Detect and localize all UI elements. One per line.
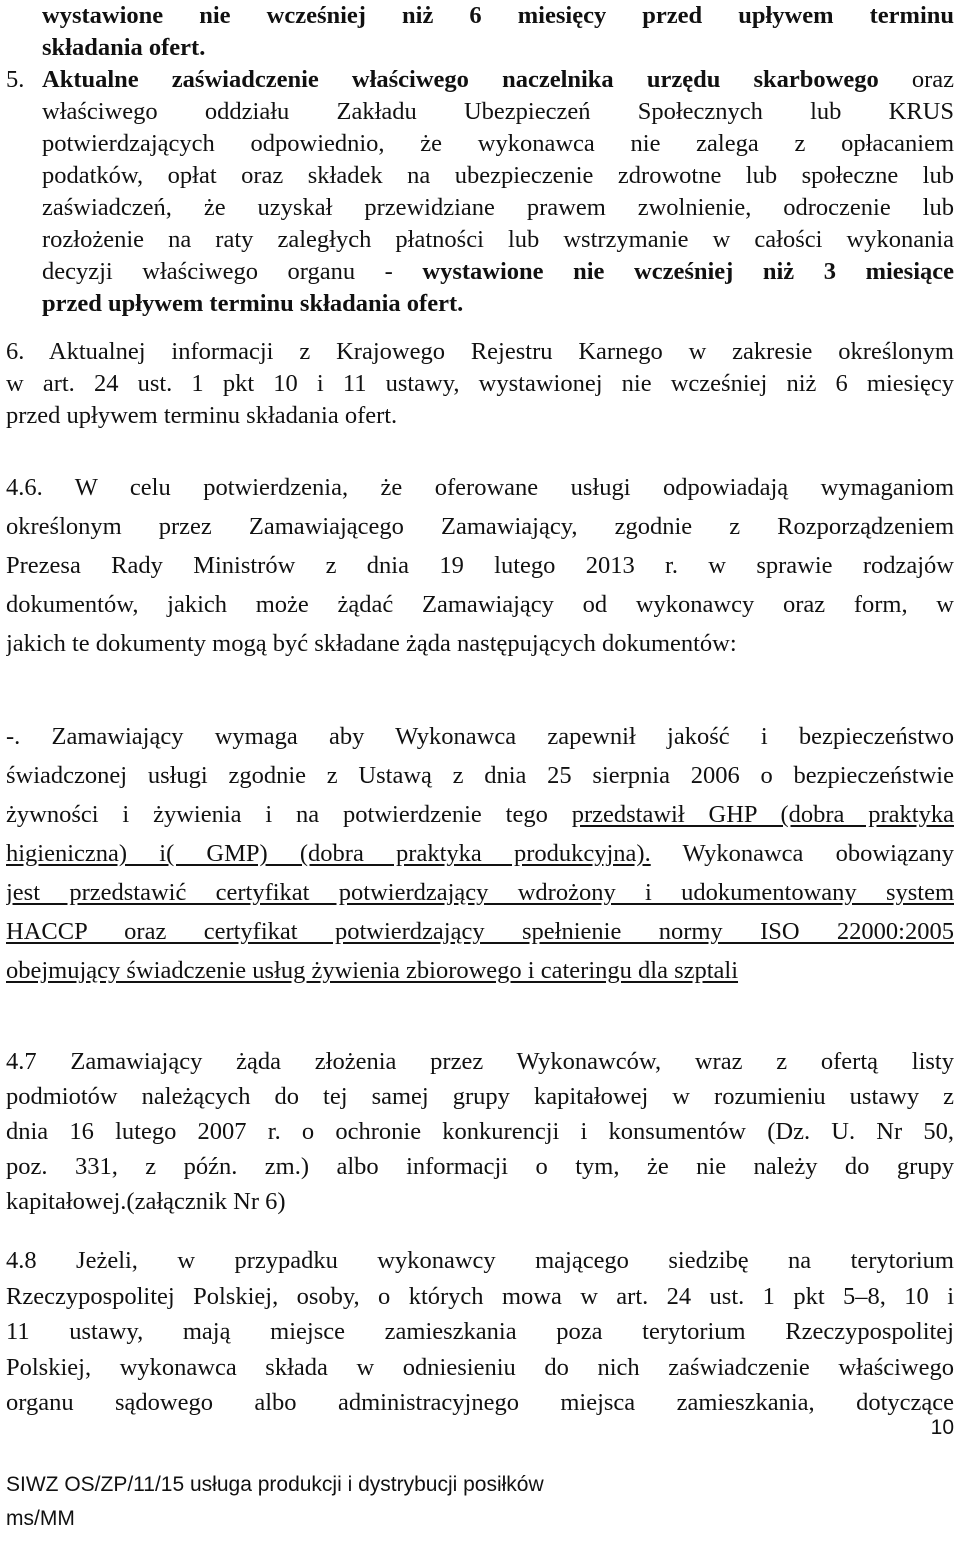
text-line: kapitałowej.(załącznik Nr 6) bbox=[6, 1188, 286, 1215]
text-line: jest przedstawić certyfikat potwierdzający wdrożony i udokumentowany system bbox=[6, 879, 954, 906]
text-line: podmiotów należących do tej samej grupy kapitałowej w rozumieniu ustawy z bbox=[6, 1083, 954, 1110]
text-line: jakich te dokumenty mogą być składane żąda następujących dokumentów: bbox=[6, 630, 737, 657]
text-line: organu sądowego albo administracyjnego miejsca zamieszkania, dotyczące bbox=[6, 1389, 954, 1416]
text-line bbox=[6, 64, 954, 96]
text-line bbox=[6, 795, 954, 834]
footer-reference: SIWZ OS/ZP/11/15 usługa produkcji i dystrybucji posiłków bbox=[6, 1473, 544, 1496]
bold-text: Aktualne zaświadczenie właściwego naczelnika urzędu skarbowego bbox=[42, 66, 879, 93]
page-number: 10 bbox=[930, 1416, 954, 1439]
bold-text: wystawione nie wcześniej niż 3 miesiące bbox=[422, 258, 954, 285]
text-line: Rzeczypospolitej Polskiej, osoby, o których mowa w art. 24 ust. 1 pkt 5–8, 10 i bbox=[6, 1282, 954, 1310]
item-4-validity-note bbox=[42, 0, 954, 64]
item-5-tax-certificate bbox=[6, 64, 954, 320]
section-4-6 bbox=[6, 468, 954, 663]
underlined-text: higieniczna) i( GMP) (dobra praktyka produkcyjna). bbox=[6, 840, 651, 867]
text-line: przed upływem terminu składania ofert. bbox=[42, 290, 464, 317]
footer-initials: ms/MM bbox=[6, 1507, 75, 1530]
text-line: 4.6. W celu potwierdzenia, że oferowane usługi odpowiadają wymaganiom bbox=[6, 474, 954, 501]
text-line: potwierdzających odpowiednio, że wykonawca nie zalega z opłacaniem bbox=[42, 130, 954, 157]
text-line: przed upływem terminu składania ofert. bbox=[6, 402, 398, 429]
text-line: rozłożenie na raty zaległych płatności lub wstrzymanie w całości wykonania bbox=[42, 226, 954, 253]
text-line: w art. 24 ust. 1 pkt 10 i 11 ustawy, wystawionej nie wcześniej niż 6 miesięcy bbox=[6, 370, 954, 397]
text-line: poz. 331, z późn. zm.) albo informacji o tym, że nie należy do grupy bbox=[6, 1153, 954, 1180]
text-line: określonym przez Zamawiającego Zamawiający, zgodnie z Rozporządzeniem bbox=[6, 513, 954, 540]
text-line: 4.7 Zamawiający żąda złożenia przez Wykonawców, wraz z ofertą listy bbox=[6, 1048, 954, 1075]
quality-requirements bbox=[6, 717, 954, 990]
text-line: HACCP oraz certyfikat potwierdzający spełnienie normy ISO 22000:2005 bbox=[6, 918, 954, 945]
plain-text: żywności i żywienia i na potwierdzenie tego bbox=[6, 801, 572, 828]
text-line bbox=[42, 256, 954, 288]
text-line: podatków, opłat oraz składek na ubezpieczenie zdrowotne lub społeczne lub bbox=[42, 162, 954, 189]
text-line: dnia 16 lutego 2007 r. o ochronie konkurencji i konsumentów (Dz. U. Nr 50, bbox=[6, 1118, 954, 1145]
item-6-criminal-record bbox=[6, 336, 954, 432]
underlined-text: przedstawił GHP (dobra praktyka bbox=[571, 801, 954, 828]
section-4-7 bbox=[6, 1044, 954, 1219]
text-line: 11 ustawy, mają miejsce zamieszkania poza terytorium Rzeczypospolitej bbox=[6, 1318, 954, 1345]
text-line: składania ofert. bbox=[42, 34, 206, 61]
text-line: 6. Aktualnej informacji z Krajowego Rejestru Karnego w zakresie określonym bbox=[6, 338, 954, 365]
text-line: zaświadczeń, że uzyskał przewidziane prawem zwolnienie, odroczenie lub bbox=[42, 194, 954, 221]
item-number: 5. bbox=[6, 66, 25, 93]
text-line: Prezesa Rady Ministrów z dnia 19 lutego 2013 r. w sprawie rodzajów bbox=[6, 552, 954, 579]
text-line: Polskiej, wykonawca składa w odniesieniu do nich zaświadczenie właściwego bbox=[6, 1353, 954, 1381]
text-line: 4.8 Jeżeli, w przypadku wykonawcy mającego siedzibę na terytorium bbox=[6, 1247, 954, 1274]
plain-text: oraz bbox=[878, 66, 954, 93]
text-line: właściwego oddziału Zakładu Ubezpieczeń Społecznych lub KRUS bbox=[42, 98, 954, 125]
section-4-8 bbox=[6, 1243, 954, 1421]
text-line: -. Zamawiający wymaga aby Wykonawca zapewnił jakość i bezpieczeństwo bbox=[6, 723, 954, 750]
text-line: dokumentów, jakich może żądać Zamawiający od wykonawcy oraz form, w bbox=[6, 591, 954, 618]
text-line: obejmujący świadczenie usług żywienia zbiorowego i cateringu dla szptali bbox=[6, 957, 739, 984]
text-line: świadczonej usługi zgodnie z Ustawą z dnia 25 sierpnia 2006 o bezpieczeństwie bbox=[6, 762, 954, 789]
page-footer bbox=[6, 1468, 544, 1536]
text-line: wystawione nie wcześniej niż 6 miesięcy przed upływem terminu bbox=[42, 2, 954, 29]
text-line bbox=[6, 834, 954, 873]
plain-text: decyzji właściwego organu - bbox=[42, 258, 423, 285]
plain-text: Wykonawca obowiązany bbox=[650, 840, 954, 867]
